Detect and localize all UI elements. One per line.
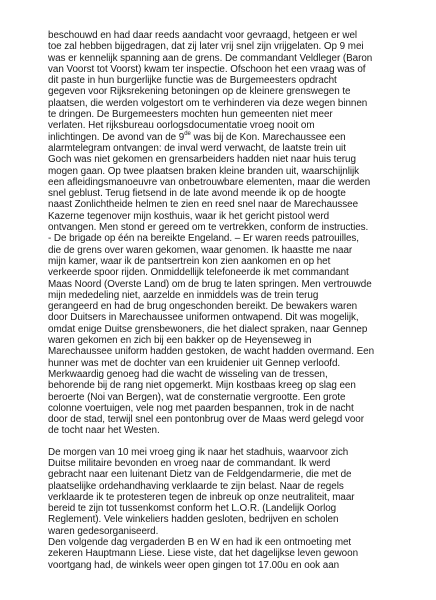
text-line-content: De morgen van 10 mei vroeg ging ik naar het stadhuis, waarvoor zich [48,446,349,458]
text-line [48,98,420,109]
text-line-content: zekeren Hauptmann Liese. Liese viste, dat het dagelijkse leven gewoon [48,548,359,560]
text-line [48,188,420,199]
text-line-content: door de stad, terwijl snel een pontonbrug over de Maas werd gelegd voor [48,414,364,426]
text-line-content: toe zal hebben bijgedragen, dat zij later vrij snel zijn vrijgelaten. Op 9 mei [48,41,364,53]
text-line-content: snel geblust. Terug fietsend in de late avond meende ik op de hoogte [48,188,346,200]
text-line [48,199,420,210]
text-line-content: bereid te zijn tot tussenkomst conform het L.O.R. (Landelijk Oorlog [48,503,337,515]
text-line-content: verklaarde ik te protesteren tegen de inbreuk op onze neutraliteit, maar [48,491,355,503]
paragraph-2 [48,447,420,571]
text-line-content: was er kennelijk spanning aan de grens. De commandant Veldleger (Baron [48,52,373,64]
text-line-content: Marechaussee uniform hadden gestoken, de wacht hadden overmand. Een [48,346,375,358]
text-line [48,41,420,52]
text-line [48,120,420,131]
text-line [48,526,420,537]
text-line-content: behorende bij de rang niet opgemerkt. Mijn kostbaas kreeg op slag een [48,380,356,392]
text-line-content: mijn mededeling niet, aarzelde en inmiddels was de trein terug [48,289,319,301]
superscript-ordinal: de [184,130,191,137]
text-line [48,301,420,312]
text-line [48,233,420,244]
text-line-content: gegeven voor Rijksrekening betoningen op de kleinere grenswegen te [48,86,351,98]
text-line-content: waren gedesorganiseerd. [48,525,159,537]
text-line-content: alarmtelegram ontvangen: de inval werd verwacht, de laatste trein uit [48,142,346,154]
text-line [48,447,420,458]
text-line-content: plaatselijke ordehandhaving verklaarde te zijn belast. Naar de regels [48,480,344,492]
text-line [48,75,420,86]
paragraph-1 [48,30,420,437]
text-line-content: hunner was met de dochter van een kruidenier uit Gennep verloofd. [48,357,341,369]
text-line-content: een afleidingsmanoeuvre van onbetrouwbare elementen, maar die werden [48,176,371,188]
text-line [48,335,420,346]
text-line-content: verlaten. Het rijksbureau oorlogsdocumentatie vroeg nooit om [48,120,315,132]
text-line-content: colonne voertuigen, vele nog met paarden bespannen, trok in de nacht [48,402,354,414]
text-line-content: te dringen. De Burgemeesters mochten hun gemeenten niet meer [48,109,333,121]
text-line [48,481,420,492]
text-line-content: inlichtingen. De avond van de 9 [48,131,185,143]
text-line-content: Goch was niet gekomen en grensarbeiders hadden niet naar huis terug [48,154,356,166]
text-line [48,403,420,414]
text-line [48,425,420,436]
text-line [48,109,420,120]
text-line-content: beroerte (Noi van Bergen), wat de consternatie vergrootte. Een grote [48,391,346,403]
text-line [48,245,420,256]
text-line-content: voortgang had, de winkels weer open gingen tot 17.00u en ook aan [48,559,340,571]
text-line-content: beschouwd en had daar reeds aandacht voor gevraagd, hetgeen er wel [48,30,358,41]
text-line [48,154,420,165]
text-line-content: naast Zonlichtheide helmen te zien en reed snel naar de Marechaussee [48,199,359,211]
text-line-content: Kazerne tegenover mijn kosthuis, waar ik het gericht pistool werd [48,210,330,222]
text-line [48,143,420,154]
text-line [48,469,420,480]
text-line-content: gebracht naar een luitenant Dietz van de Feldgendarmerie, die met de [48,469,352,481]
text-line [48,211,420,222]
text-line [48,64,420,75]
text-line-continuation: was bij de Kon. Marechaussee een [190,131,346,143]
text-line-content: de tocht naar het Westen. [48,425,160,437]
text-line-content: Reglement). Vele winkeliers hadden gesloten, bedrijven en scholen [48,514,339,526]
text-line [48,358,420,369]
text-line [48,267,420,278]
paragraph-gap [48,437,420,447]
text-line-content: mijn kamer, waar ik de pantsertrein kon zien aankomen en op het [48,255,331,267]
text-line [48,324,420,335]
text-line [48,279,420,290]
text-line [48,290,420,301]
text-line [48,86,420,97]
text-line [48,132,420,143]
text-line-content: Maas Noord (Overste Land) om de brug te laten springen. Men vertrouwde [48,278,372,290]
text-line [48,492,420,503]
text-line [48,177,420,188]
typed-text-body [48,30,420,571]
text-line-content: mogen gaan. Op twee plaatsen braken kleine branden uit, waarschijnlijk [48,165,360,177]
text-line-content: Duitse militaire bevonden en vroeg naar de commandant. Ik werd [48,457,331,469]
text-line-content: ontvangen. Men stond er gereed om te vertrekken, conform de instructies. [48,222,369,234]
text-line-content: door Duitsers in Marechaussee uniformen ontwapend. Dit was mogelijk, [48,312,359,324]
text-line [48,53,420,64]
text-line [48,414,420,425]
text-line [48,503,420,514]
text-line [48,346,420,357]
text-line [48,560,420,571]
text-line [48,548,420,559]
text-line [48,392,420,403]
text-line [48,312,420,323]
text-line-content: waren gekomen en zich bij een bakker op de Heyenseweg in [48,335,312,347]
text-line-content: - De brigade op één na bereikte Engeland. – Er waren reeds patrouilles, [48,233,359,245]
text-line [48,166,420,177]
text-line [48,380,420,391]
text-line [48,537,420,548]
text-line [48,30,420,41]
text-line-content: omdat enige Duitse grensbewoners, die het dialect spraken, naar Gennep [48,323,368,335]
text-line-content: plaatsen, die werden volgestort om te verhinderen via deze wegen binnen [48,97,368,109]
text-line [48,256,420,267]
text-line-content: gerangeerd en had de brug ongeschonden bereikt. De bewakers waren [48,301,358,313]
text-line [48,369,420,380]
text-line-content: die de grens over waren gekomen, waar genomen. Ik haastte me naar [48,244,353,256]
text-line [48,458,420,469]
text-line [48,222,420,233]
text-line-content: dit paste in hun burgerlijke functie was de Burgemeesters opdracht [48,75,337,87]
text-line-content: verkeerde spoor rijden. Onmiddellijk telefoneerde ik met commandant [48,267,349,279]
text-line-content: Merkwaardig genoeg had die wacht de wisseling van de tressen, [48,368,328,380]
text-line [48,514,420,525]
text-line-content: Den volgende dag vergaderden B en W en had ik een ontmoeting met [48,537,352,549]
text-line-content: van Voorst tot Voorst) kwam ter inspectie. Ofschoon het een vraag was of [48,63,366,75]
